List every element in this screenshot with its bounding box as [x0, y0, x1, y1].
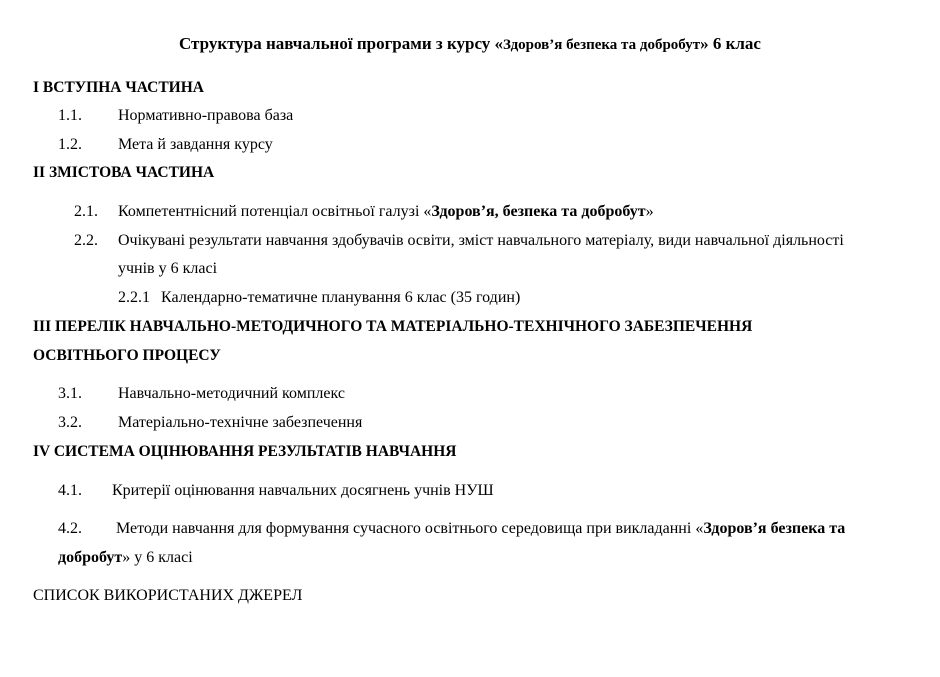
item-text: Матеріально-технічне забезпечення	[118, 414, 363, 431]
section-1-heading: І ВСТУПНА ЧАСТИНА	[33, 79, 204, 96]
emphasis-text: Здоров’я безпека та	[703, 520, 846, 537]
item-text: Навчально-методичний комплекс	[118, 385, 345, 402]
item-number: 3.2.	[58, 414, 82, 431]
item-number: 4.2.	[58, 520, 82, 537]
item-number: 2.2.	[74, 232, 98, 249]
item-text: Мета й завдання курсу	[118, 136, 273, 153]
item-number: 2.2.1	[118, 289, 150, 306]
emphasis-text: Здоров’я, безпека та добробут	[431, 203, 646, 220]
toc-item-1-2	[58, 135, 273, 155]
section-4-heading: ІV СИСТЕМА ОЦІНЮВАННЯ РЕЗУЛЬТАТІВ НАВЧАННЯ	[33, 443, 457, 460]
toc-item-3-2	[58, 413, 362, 433]
sources-heading: СПИСОК ВИКОРИСТАНИХ ДЖЕРЕЛ	[33, 587, 303, 604]
item-text: Нормативно-правова база	[118, 107, 294, 124]
toc-item-2-1: 2.1. Компетентнісний потенціал освітньої галузі «Здоров’я, безпека та добробут»	[74, 203, 654, 220]
section-2-heading: ІІ ЗМІСТОВА ЧАСТИНА	[33, 164, 215, 181]
item-text: Очікувані результати навчання здобувачів освіти, зміст навчального матеріалу, види навчальної діяльності	[118, 232, 844, 249]
toc-item-4-2-continuation: добробут» у 6 класі	[58, 549, 193, 566]
emphasis-text: добробут	[58, 549, 123, 566]
section-3-heading: ІІІ ПЕРЕЛІК НАВЧАЛЬНО-МЕТОДИЧНОГО ТА МАТЕРІАЛЬНО-ТЕХНІЧНОГО ЗАБЕЗПЕЧЕННЯ	[33, 318, 753, 335]
item-text: Календарно-тематичне планування 6 клас (35 годин)	[161, 289, 521, 306]
toc-item-2-2-continuation: учнів у 6 класі	[118, 260, 218, 277]
toc-item-2-2	[74, 231, 844, 251]
item-number: 1.1.	[58, 107, 82, 124]
item-text: Критерії оцінювання навчальних досягнень учнів НУШ	[112, 482, 494, 499]
section-3-heading-continuation: ОСВІТНЬОГО ПРОЦЕСУ	[33, 347, 221, 364]
item-number: 2.1.	[74, 203, 98, 220]
toc-item-1-1	[58, 106, 293, 126]
toc-item-3-1	[58, 384, 345, 404]
toc-item-2-2-1	[118, 288, 520, 308]
toc-item-4-2: 4.2. Методи навчання для формування сучасного освітнього середовища при викладанні «Здоров’я безпека та	[58, 520, 846, 537]
item-number: 4.1.	[58, 482, 82, 499]
course-name: Здоров’я безпека та добробут	[503, 37, 701, 53]
item-number: 1.2.	[58, 136, 82, 153]
document-title: Структура навчальної програми з курсу «Здоров’я безпека та добробут» 6 клас	[179, 34, 761, 53]
toc-item-4-1	[58, 481, 494, 501]
item-number: 3.1.	[58, 385, 82, 402]
